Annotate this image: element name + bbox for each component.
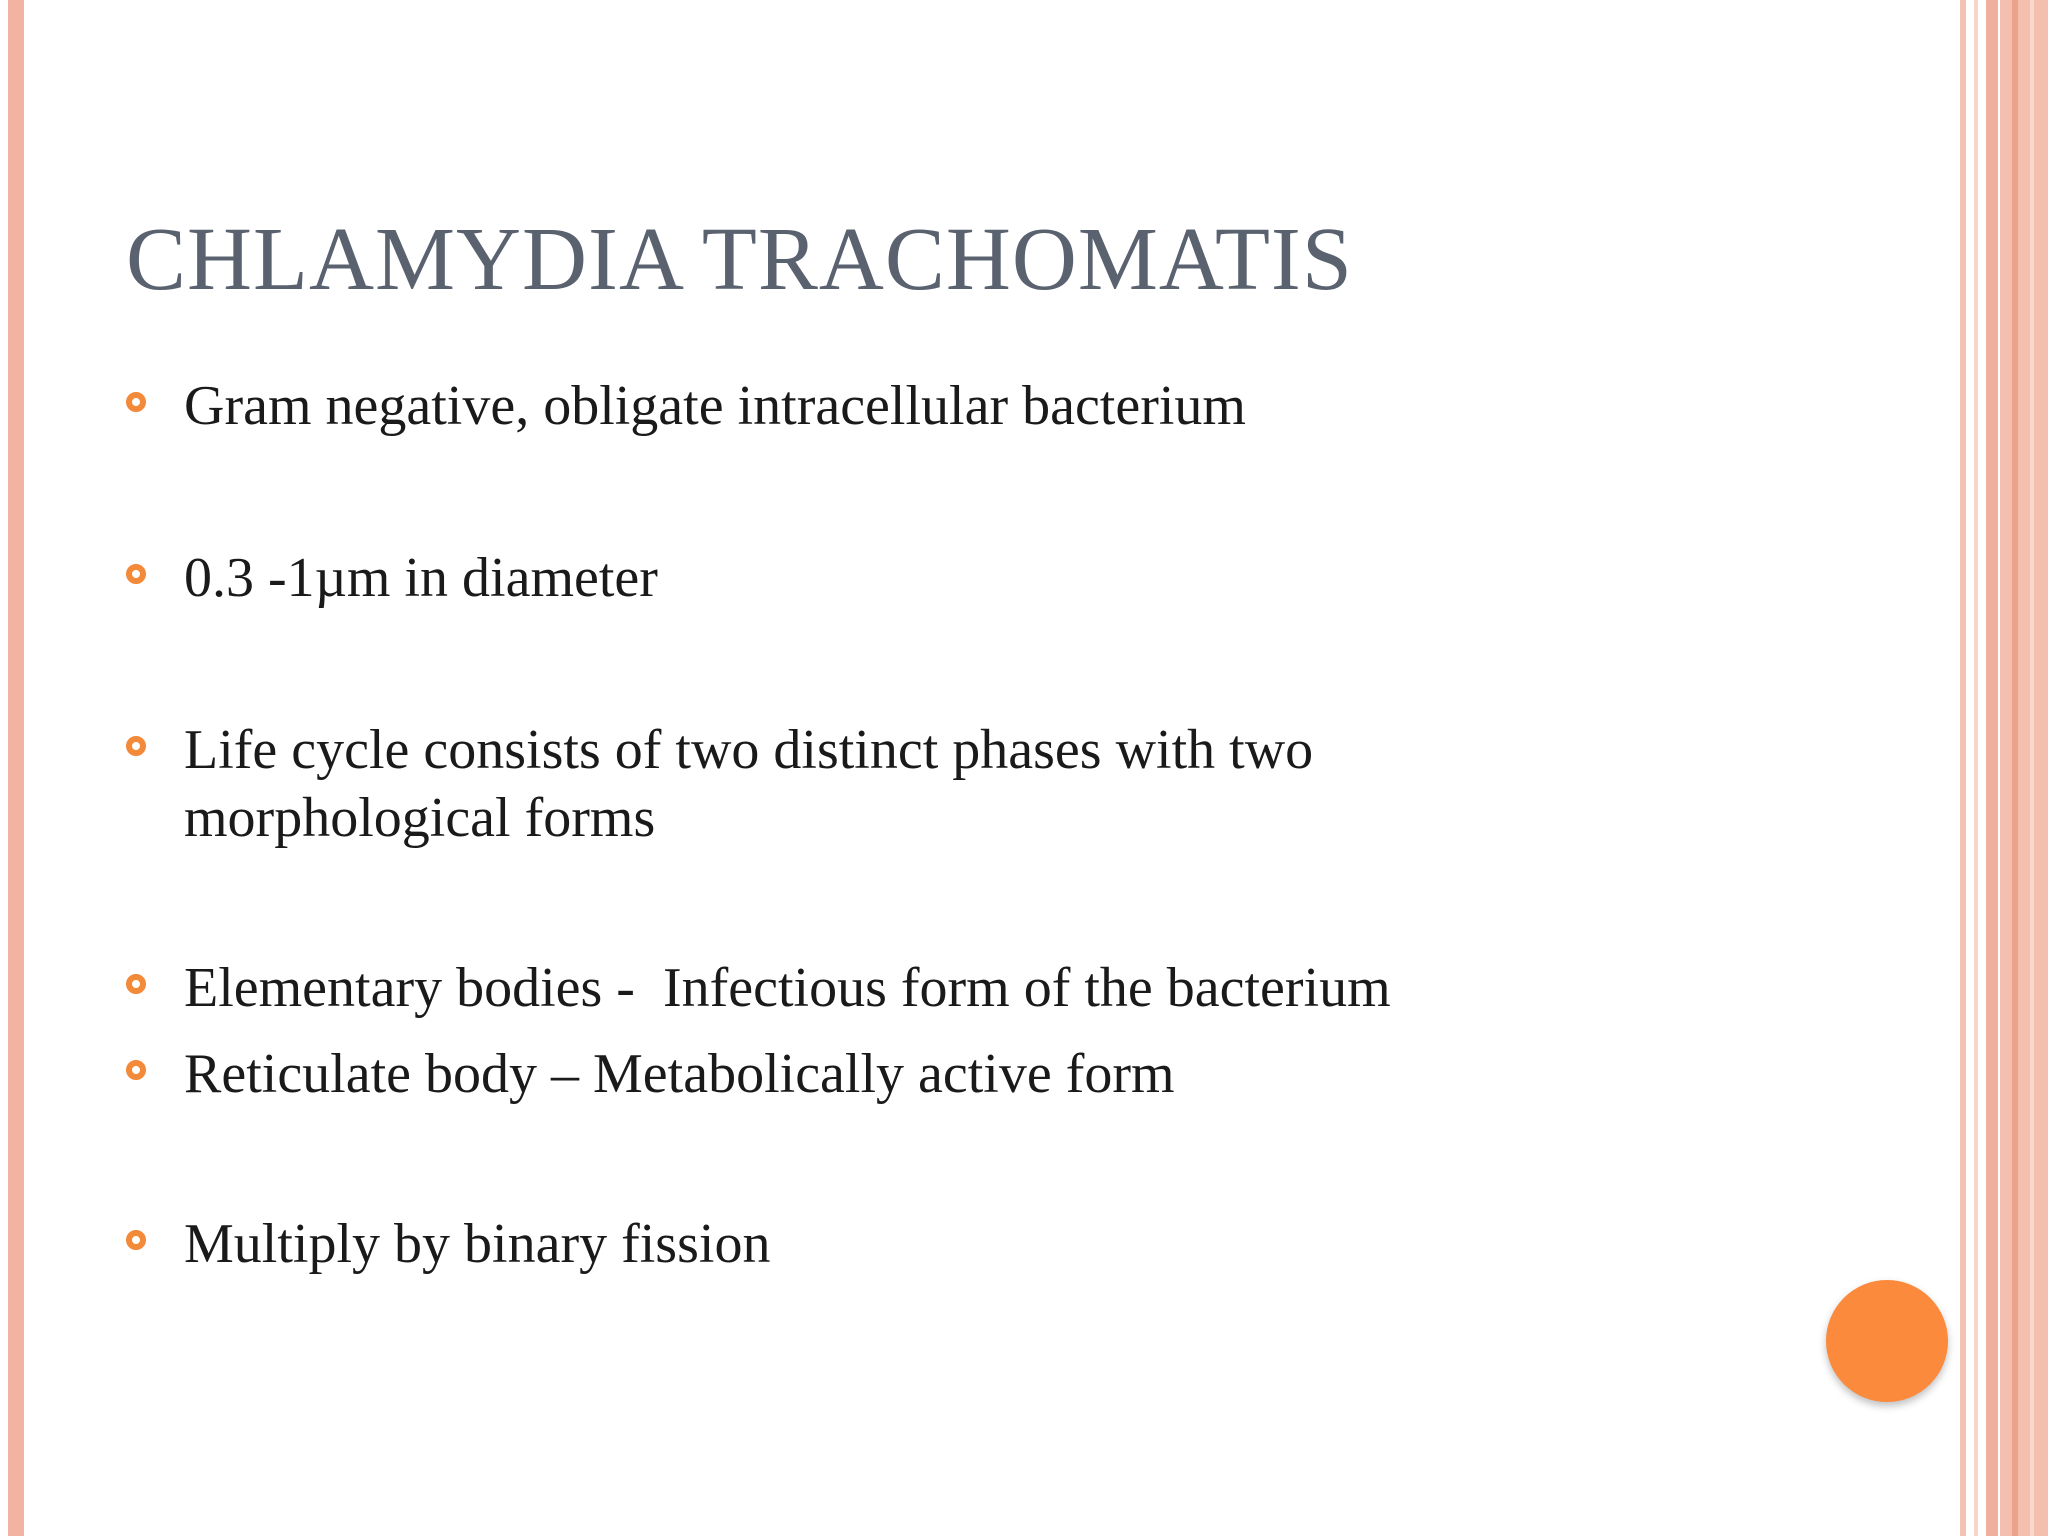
left-accent-stripe	[8, 0, 24, 1536]
right-accent-stripe	[1986, 0, 1998, 1536]
ring-bullet-icon	[126, 1230, 146, 1250]
slide-title: CHLAMYDIA TRACHOMATIS	[126, 210, 1353, 309]
bullet-text: Reticulate body – Metabolically active form	[184, 1043, 1175, 1105]
bullet-text: Multiply by binary fission	[184, 1213, 771, 1275]
ring-bullet-icon	[126, 392, 146, 412]
ring-bullet-icon	[126, 564, 146, 584]
bullet-text: Life cycle consists of two distinct phases with two morphological forms	[184, 719, 1314, 849]
ring-bullet-icon	[126, 974, 146, 994]
right-accent-stripe	[2030, 0, 2034, 1536]
bullet-text: 0.3 -1µm in diameter	[184, 547, 658, 609]
orange-circle-icon	[1826, 1280, 1948, 1402]
ring-bullet-icon	[126, 736, 146, 756]
right-accent-stripe	[2000, 0, 2048, 1536]
bullet-text: Elementary bodies - Infectious form of the bacterium	[184, 957, 1391, 1019]
bullet-text: Gram negative, obligate intracellular bacterium	[184, 375, 1246, 437]
right-accent-stripe	[1974, 0, 1978, 1536]
right-accent-stripe	[1960, 0, 1966, 1536]
ring-bullet-icon	[126, 1060, 146, 1080]
right-accent-stripe	[2012, 0, 2018, 1536]
